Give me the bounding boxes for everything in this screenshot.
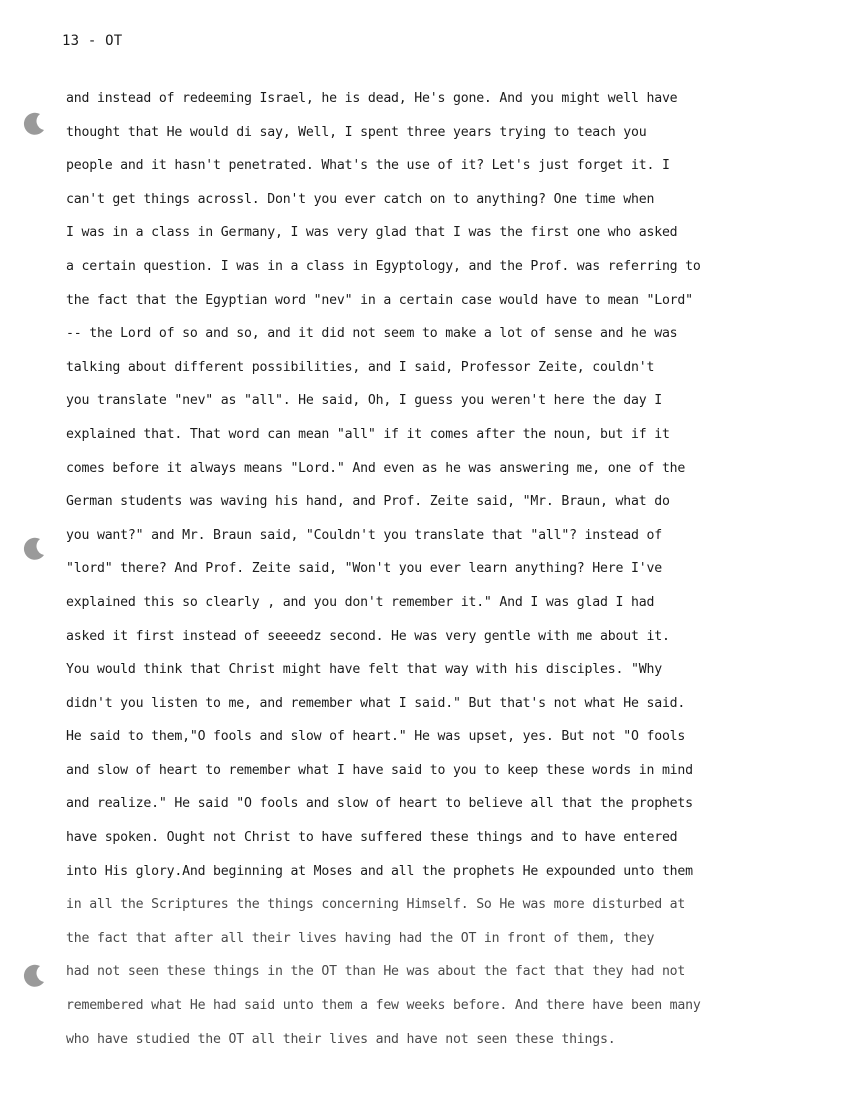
text-line: -- the Lord of so and so, and it did not seem to make a lot of sense and he was [66,326,678,342]
text-line: comes before it always means "Lord." And even as he was answering me, one of the [66,460,686,476]
text-line: and realize." He said "O fools and slow of heart to believe all that the prophets [66,796,693,812]
text-line: people and it hasn't penetrated. What's the use of it? Let's just forget it. I [66,158,670,174]
page-header: 13 - OT [62,33,123,49]
text-line: who have studied the OT all their lives and have not seen these things. [66,1031,616,1047]
text-line: you translate "nev" as "all". He said, Oh, I guess you weren't here the day I [66,393,662,409]
text-line: a certain question. I was in a class in Egyptology, and the Prof. was referring to [66,258,701,274]
text-line: can't get things acrossl. Don't you ever catch on to anything? One time when [66,191,655,207]
text-line: I was in a class in Germany, I was very glad that I was the first one who asked [66,225,678,241]
text-line: explained this so clearly , and you don't remember it." And I was glad I had [66,594,655,610]
text-line: asked it first instead of seeeedz second. He was very gentle with me about it. [66,628,670,644]
text-line: explained that. That word can mean "all" if it comes after the noun, but if it [66,426,670,442]
punch-hole-icon [20,962,46,988]
text-line: and slow of heart to remember what I have said to you to keep these words in mind [66,762,693,778]
text-line: into His glory.And beginning at Moses and all the prophets He expounded unto them [66,863,693,879]
text-line: and instead of redeeming Israel, he is dead, He's gone. And you might well have [66,91,678,106]
text-line: "lord" there? And Prof. Zeite said, "Won't you ever learn anything? Here I've [66,561,662,577]
body-text [66,82,836,1056]
punch-hole-icon [20,535,46,561]
punch-hole-icon [20,110,46,136]
text-line: thought that He would di say, Well, I spent three years trying to teach you [66,124,647,140]
text-line: He said to them,"O fools and slow of heart." He was upset, yes. But not "O fools [66,729,686,745]
text-line: German students was waving his hand, and Prof. Zeite said, "Mr. Braun, what do [66,494,670,510]
text-line: in all the Scriptures the things concerning Himself. So He was more disturbed at [66,897,686,913]
text-line: talking about different possibilities, and I said, Professor Zeite, couldn't [66,359,655,375]
text-line: you want?" and Mr. Braun said, "Couldn't you translate that "all"? instead of [66,527,662,543]
text-line: You would think that Christ might have felt that way with his disciples. "Why [66,662,662,678]
text-line: the fact that the Egyptian word "nev" in a certain case would have to mean "Lord" [66,292,693,308]
text-line: didn't you listen to me, and remember what I said." But that's not what He said. [66,695,686,711]
text-line: remembered what He had said unto them a few weeks before. And there have been many [66,998,701,1014]
text-line: have spoken. Ought not Christ to have suffered these things and to have entered [66,830,678,846]
text-line: had not seen these things in the OT than He was about the fact that they had not [66,964,686,980]
text-line: the fact that after all their lives having had the OT in front of them, they [66,930,655,946]
